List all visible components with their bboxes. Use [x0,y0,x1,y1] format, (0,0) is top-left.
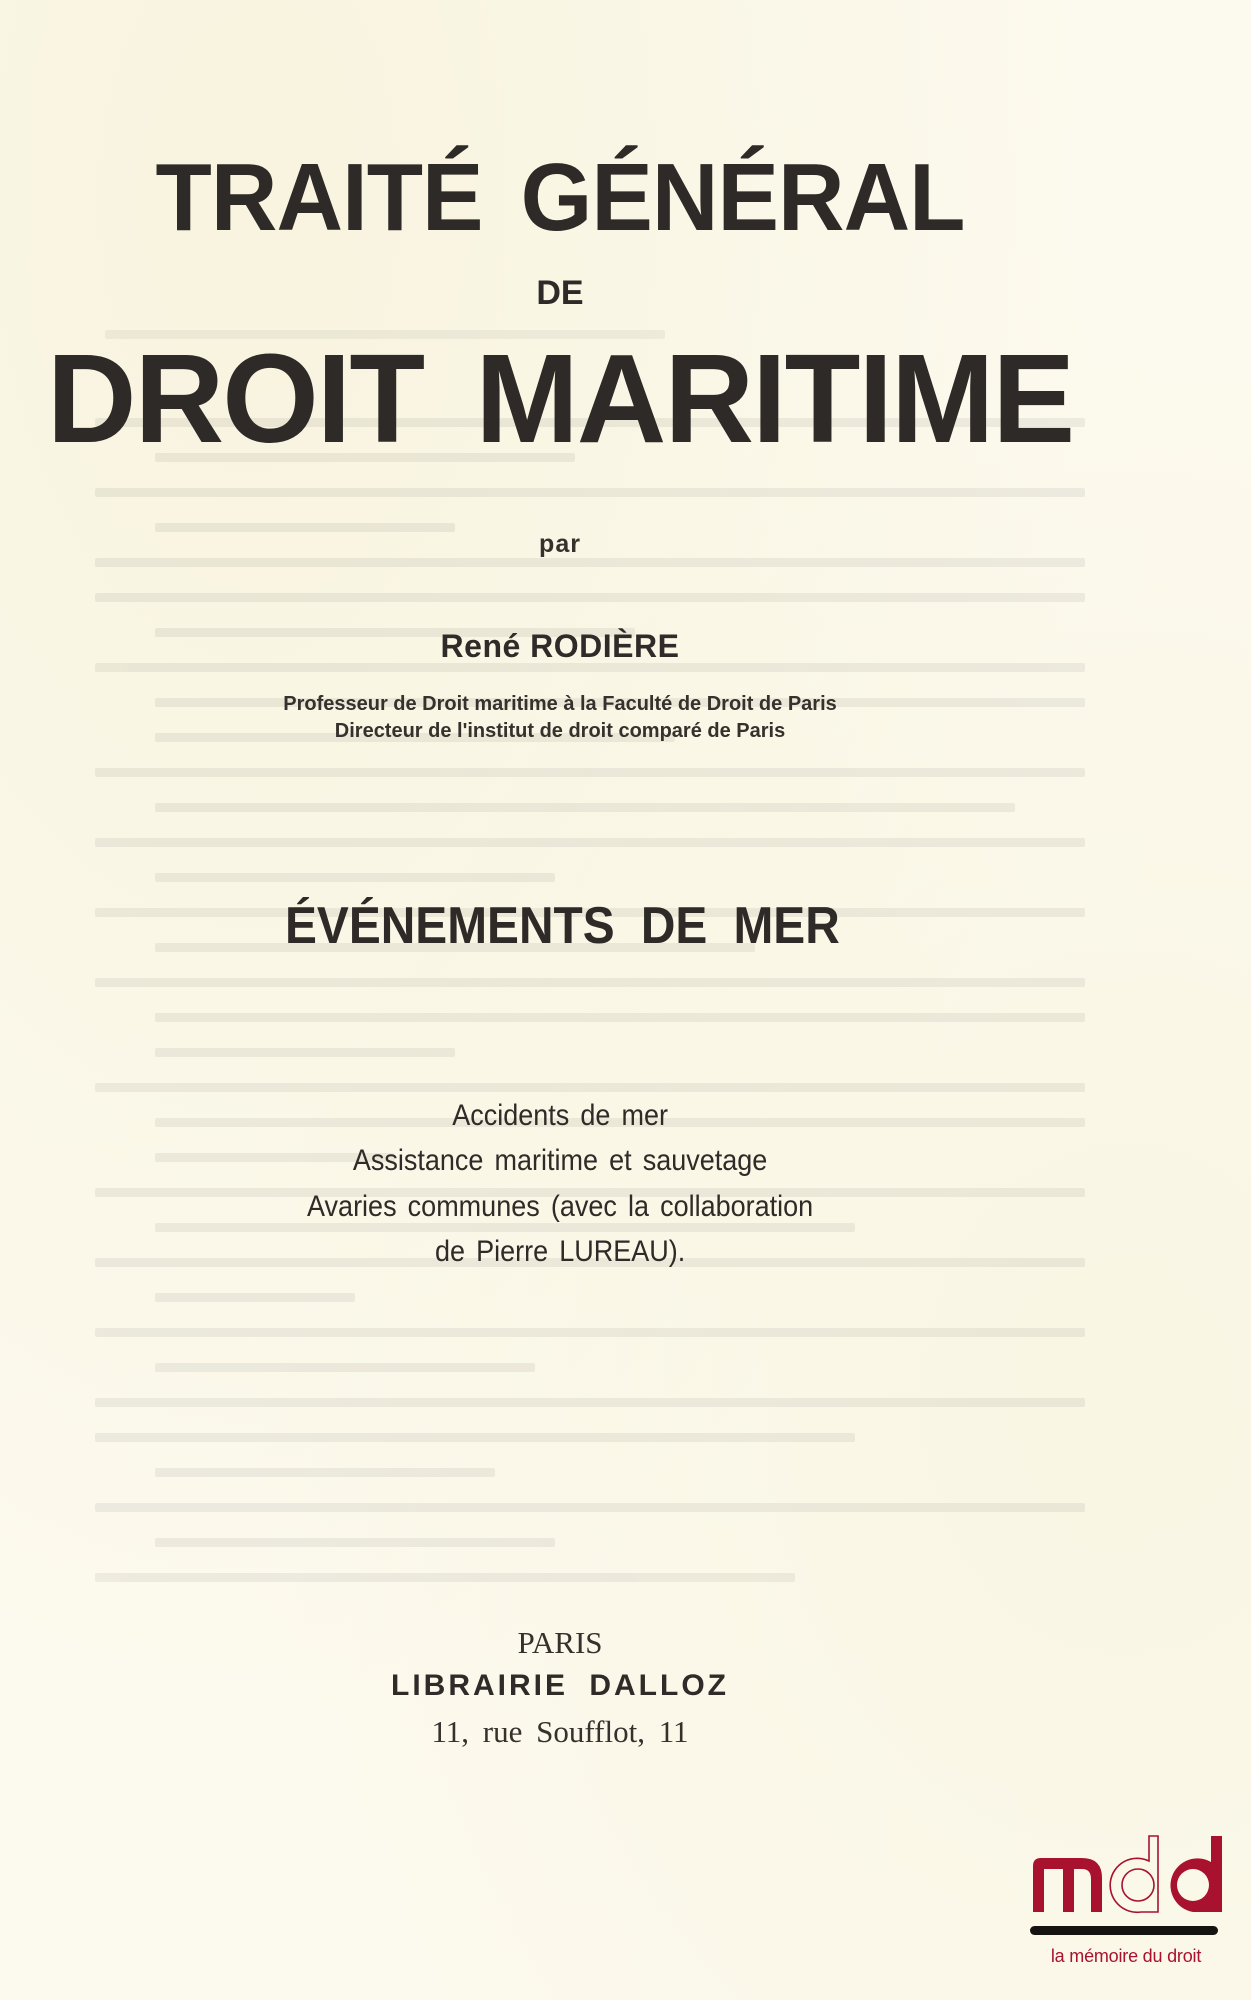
reverse-page-show-through [95,330,1095,1660]
author-affiliation-1: Professeur de Droit maritime à la Faculté de Droit de Paris [283,693,837,715]
mdd-logo-mark-icon [1022,1830,1222,1914]
logo-tagline: la mémoire du droit [1050,1946,1202,1966]
book-title-line-1: TRAITÉ GÉNÉRAL [155,144,965,251]
author-affiliation-2: Directeur de l'institut de droit comparé de Paris [334,720,786,742]
logo-underline-bar [1030,1926,1218,1935]
imprint-city: PARIS [517,1625,603,1660]
contents-line-4: de Pierre LUREAU). [434,1235,686,1268]
author-name: René RODIÈRE [440,628,680,664]
mdd-logo [1022,1830,1222,1980]
volume-title: ÉVÉNEMENTS DE MER [285,897,840,955]
book-title-connector: DE [536,274,584,312]
imprint-publisher: LIBRAIRIE DALLOZ [391,1669,729,1702]
contents-line-3: Avaries communes (avec la collaboration [307,1190,814,1223]
by-label: par [539,530,581,558]
contents-line-2: Assistance maritime et sauvetage [352,1144,768,1177]
imprint-address: 11, rue Soufflot, 11 [431,1714,689,1749]
book-title-line-2: DROIT MARITIME [46,328,1074,469]
contents-line-1: Accidents de mer [452,1099,669,1132]
